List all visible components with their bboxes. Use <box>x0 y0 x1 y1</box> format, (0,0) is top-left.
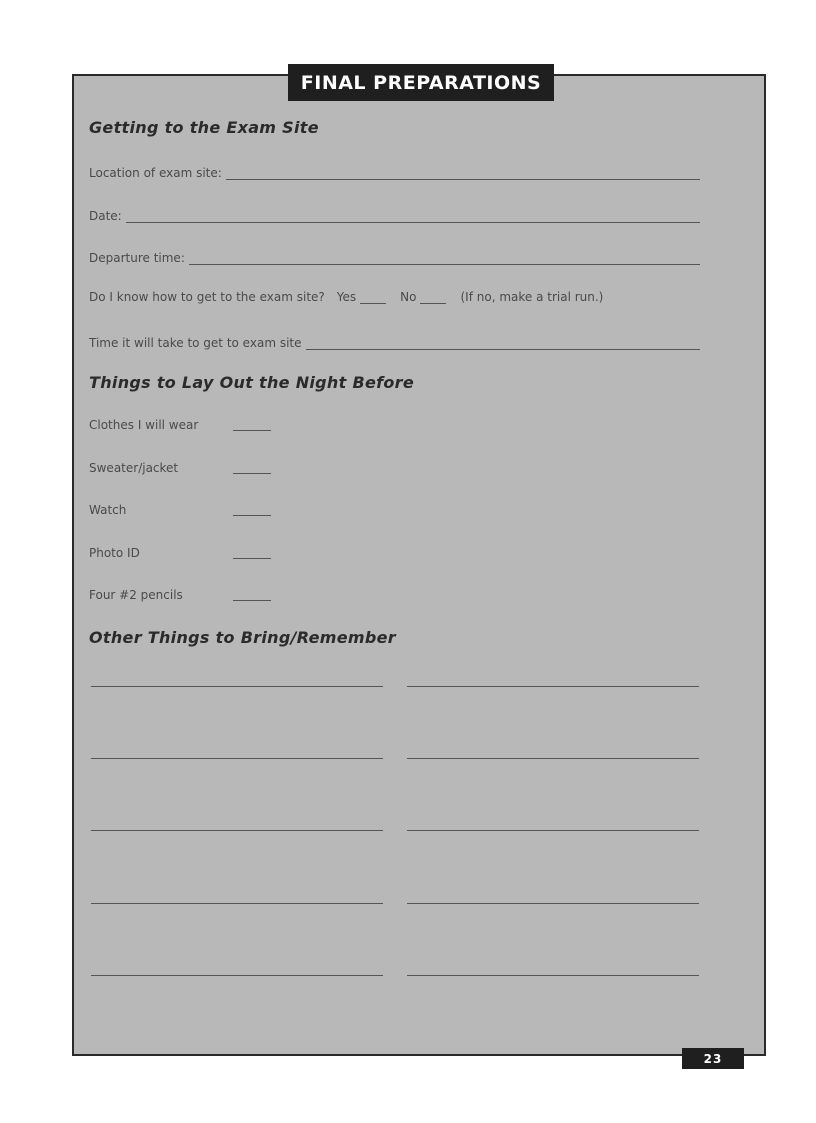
checklist-blank-watch[interactable] <box>233 515 271 516</box>
section-heading-night-before: Things to Lay Out the Night Before <box>89 373 414 392</box>
memo-line-right[interactable] <box>407 975 699 976</box>
memo-line-left[interactable] <box>91 975 383 976</box>
departure-blank[interactable] <box>189 252 700 265</box>
page-title: FINAL PREPARATIONS <box>288 64 554 101</box>
memo-line-right[interactable] <box>407 903 699 904</box>
location-blank[interactable] <box>226 167 700 180</box>
checklist-item-label: Watch <box>89 503 127 517</box>
checklist-item-label: Clothes I will wear <box>89 418 199 432</box>
memo-line-right[interactable] <box>407 686 699 687</box>
departure-label: Departure time: <box>89 251 185 265</box>
yes-label: Yes <box>336 290 357 304</box>
travel-time-blank[interactable] <box>306 337 701 350</box>
memo-line-left[interactable] <box>91 758 383 759</box>
know-directions-row <box>89 290 603 304</box>
memo-line-left[interactable] <box>91 830 383 831</box>
date-field[interactable] <box>89 205 700 223</box>
no-label: No <box>400 290 417 304</box>
checklist-blank-pencils[interactable] <box>233 600 271 601</box>
travel-time-label: Time it will take to get to exam site <box>89 336 302 350</box>
checklist-item-label: Sweater/jacket <box>89 461 179 475</box>
memo-line-left[interactable] <box>91 903 383 904</box>
date-label: Date: <box>89 209 122 223</box>
memo-line-right[interactable] <box>407 830 699 831</box>
checklist-blank-clothes[interactable] <box>233 430 271 431</box>
section-heading-other-things: Other Things to Bring/Remember <box>89 628 396 647</box>
checklist-blank-sweater[interactable] <box>233 473 271 474</box>
checklist-blank-photo-id[interactable] <box>233 558 271 559</box>
departure-field[interactable] <box>89 247 700 265</box>
date-blank[interactable] <box>126 210 700 223</box>
location-field[interactable] <box>89 162 700 180</box>
section-heading-exam-site: Getting to the Exam Site <box>89 118 319 137</box>
checklist-item-label: Four #2 pencils <box>89 588 183 602</box>
memo-line-left[interactable] <box>91 686 383 687</box>
memo-line-right[interactable] <box>407 758 699 759</box>
know-directions-question: Do I know how to get to the exam site? <box>89 290 325 304</box>
no-blank[interactable] <box>420 291 446 304</box>
location-label: Location of exam site: <box>89 166 222 180</box>
trial-run-note: (If no, make a trial run.) <box>460 290 604 304</box>
travel-time-field[interactable] <box>89 332 700 350</box>
checklist-item-label: Photo ID <box>89 546 140 560</box>
yes-blank[interactable] <box>360 291 386 304</box>
page-number: 23 <box>682 1048 744 1069</box>
